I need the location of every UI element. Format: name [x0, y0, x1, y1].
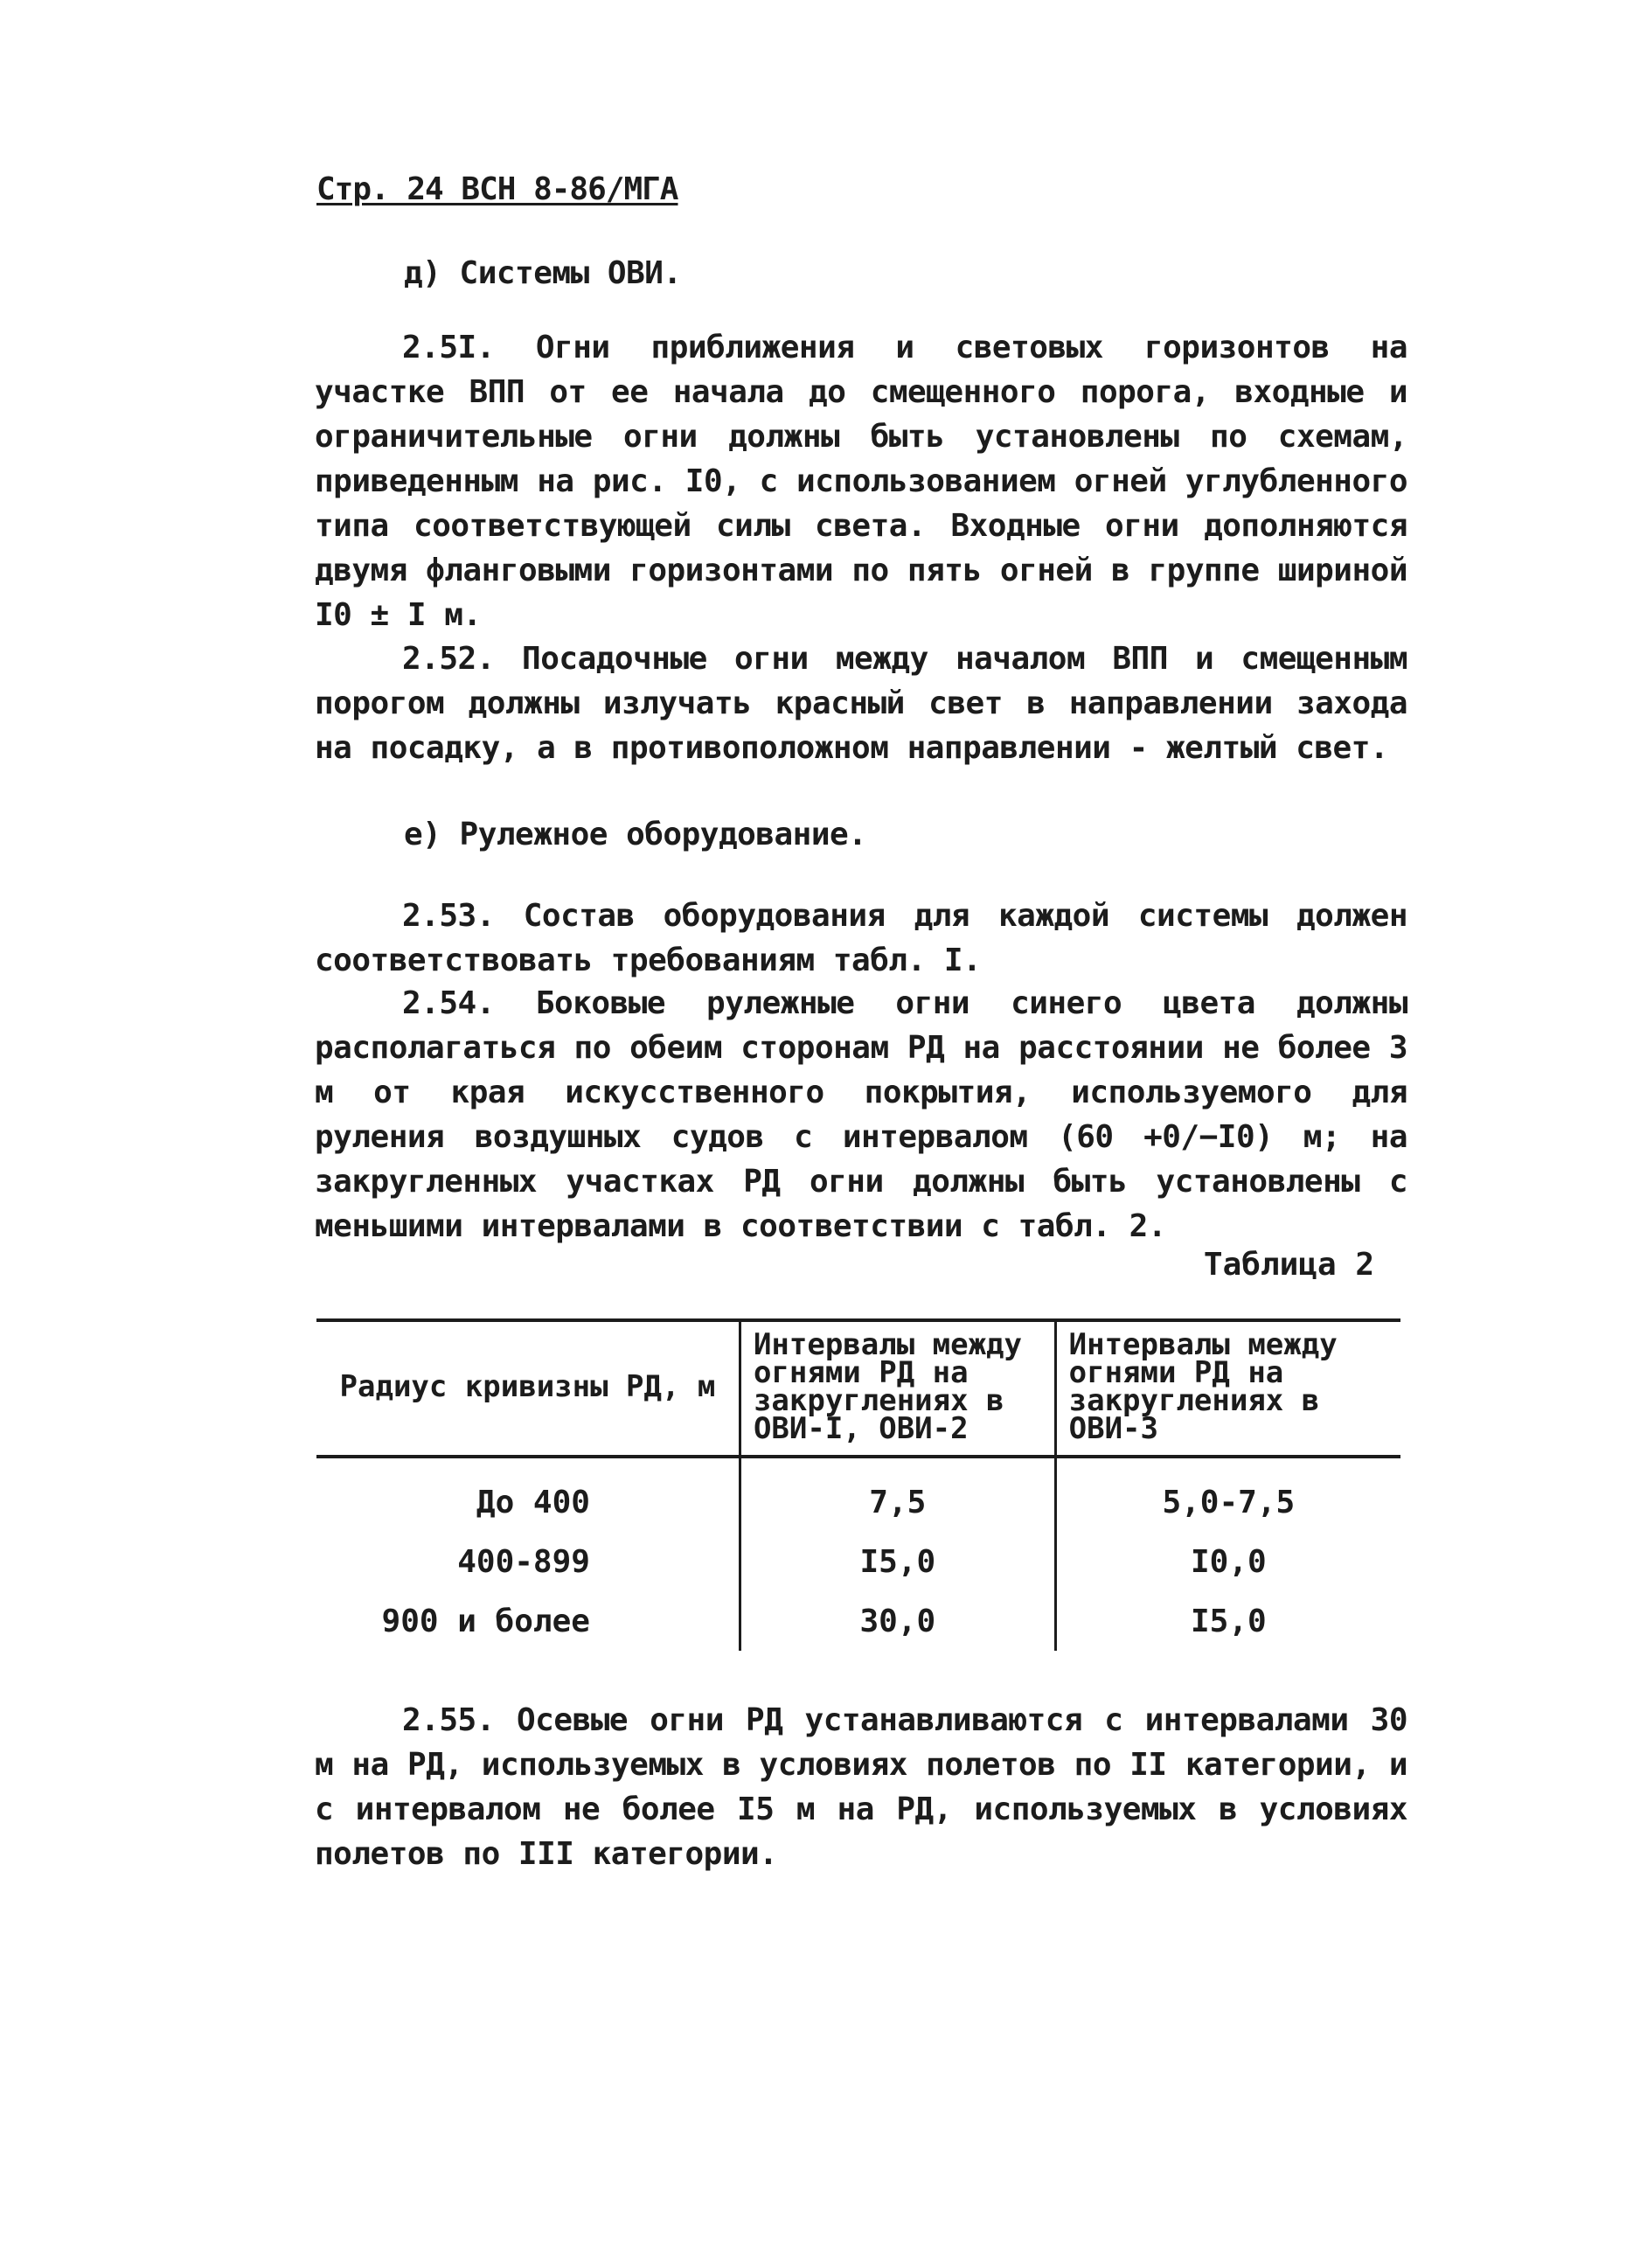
paragraph-2-52 — [315, 637, 1407, 770]
table-caption: Таблица 2 — [1203, 1247, 1374, 1283]
paragraph-2-55 — [315, 1698, 1407, 1876]
table-header-row — [316, 1320, 1400, 1457]
paragraph-2-54 — [315, 981, 1407, 1249]
section-heading-d: д) Системы ОВИ. — [404, 255, 682, 291]
intervals-table — [316, 1318, 1400, 1651]
paragraph-2-55-text: 2.55. Осевые огни РД устанавливаются с интервалами 30 м на РД, используемых в условиях полетов по II категории, и с интервалом не более I5 м на РД, используемых в условиях полетов по III категории. — [315, 1702, 1407, 1872]
cell-ovi-1-2: 7,5 — [740, 1457, 1055, 1532]
table-row — [316, 1457, 1400, 1532]
section-heading-e: е) Рулежное оборудование. — [404, 817, 867, 852]
cell-ovi-1-2: 30,0 — [740, 1591, 1055, 1651]
header-ovi-1-2: Интервалы между огнями РД на закруглениях в ОВИ-I, ОВИ-2 — [740, 1320, 1055, 1457]
header-radius: Радиус кривизны РД, м — [316, 1320, 740, 1457]
paragraph-2-51 — [315, 325, 1407, 637]
paragraph-2-53-text: 2.53. Состав оборудования для каждой системы должен соответствовать требованиям табл. I. — [315, 898, 1407, 978]
table-row — [316, 1591, 1400, 1651]
header-ovi-3: Интервалы между огнями РД на закруглениях в ОВИ-3 — [1055, 1320, 1400, 1457]
paragraph-2-53 — [315, 894, 1407, 983]
cell-radius: 900 и более — [381, 1603, 590, 1639]
cell-ovi-3: 5,0-7,5 — [1055, 1457, 1400, 1532]
cell-radius: 400-899 — [457, 1543, 590, 1580]
cell-radius: До 400 — [476, 1484, 590, 1520]
page-header: Стр. 24 ВСН 8-86/МГА — [316, 171, 678, 207]
paragraph-2-51-text: 2.5I. Огни приближения и световых горизонтов на участке ВПП от ее начала до смещенного порога, входные и ограничительные огни должны быть установлены по схемам, приведенным на рис. I0, с использованием огней углубленного типа соответствующей силы света. Входные огни дополняются двумя фланговыми горизонтами по пять огней в группе шириной I0 ± I м. — [315, 330, 1407, 633]
cell-ovi-3: I5,0 — [1055, 1591, 1400, 1651]
cell-ovi-3: I0,0 — [1055, 1532, 1400, 1591]
paragraph-2-54-text: 2.54. Боковые рулежные огни синего цвета должны располагаться по обеим сторонам РД на расстоянии не более 3 м от края искусственного покрытия, используемого для руления воздушных судов с интервалом (60 +0/−I0) м; на закругленных участках РД огни должны быть установлены с меньшими интервалами в соответствии с табл. 2. — [315, 985, 1407, 1244]
table-row — [316, 1532, 1400, 1591]
cell-ovi-1-2: I5,0 — [740, 1532, 1055, 1591]
paragraph-2-52-text: 2.52. Посадочные огни между началом ВПП и смещенным порогом должны излучать красный свет в направлении захода на посадку, а в противоположном направлении - желтый свет. — [315, 641, 1407, 766]
